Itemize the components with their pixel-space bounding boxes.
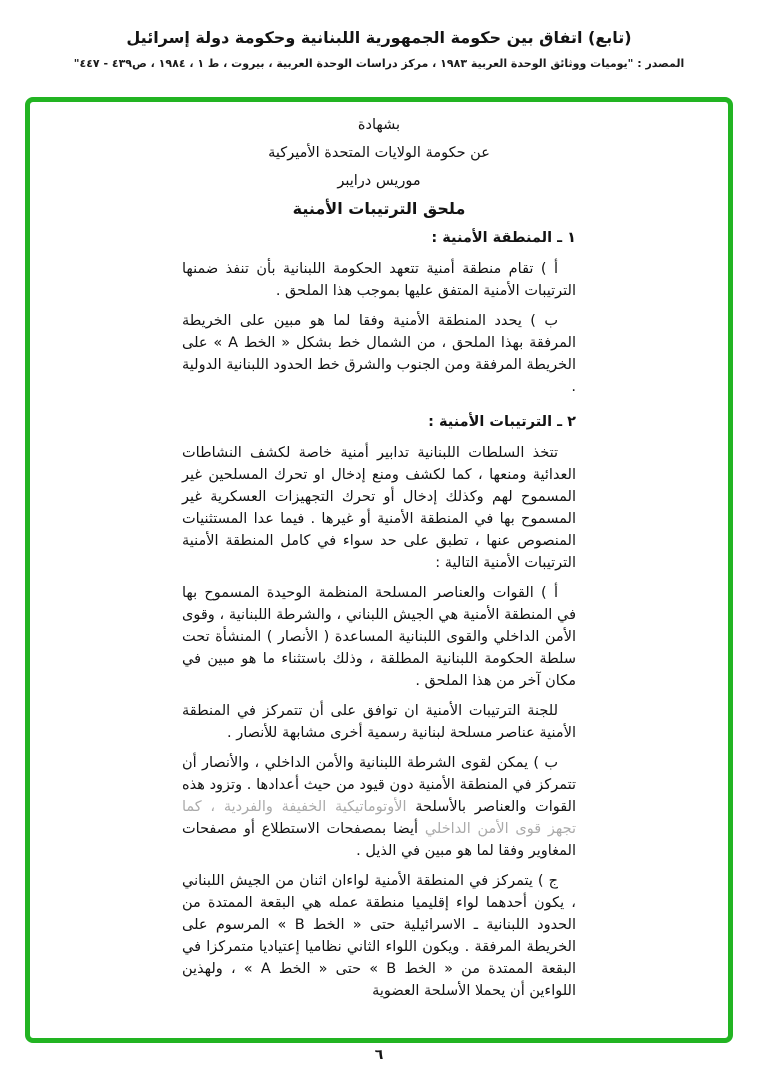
annex-title: ملحق الترتيبات الأمنية [292,199,466,218]
section-1-paragraph-b: ب ) يحدد المنطقة الأمنية وفقا لما هو مبين على الخريطة المرفقة بهذا الملحق ، من الشمال خط بشكل « الخط A » على الخريطة المرفقة ومن الجنوب والشرق خط الحدود اللبنانية الدولية . [182,313,576,395]
section-1-heading: ١ ـ المنطقة الأمنية : [431,230,576,246]
section-2-committee-paragraph: للجنة الترتيبات الأمنية ان توافق على أن تتمركز في المنطقة الأمنية عناصر مسلحة لبنانية رسمية أخرى مشابهة للأنصار . [182,703,576,741]
attestation-line: بشهادة [357,117,401,133]
page-header [0,28,758,70]
page-number: ٦ [374,1047,384,1063]
document-title: (تابع) اتفاق بين حكومة الجمهورية اللبنانية وحكومة دولة إسرائيل [126,28,632,47]
section-2-heading: ٢ ـ الترتيبات الأمنية : [428,414,576,430]
paragraph-b-end: أيضا بمصفحات الاستطلاع أو مصفحات المغاوير وفقا لما هو مبين في الذيل . [182,821,576,859]
section-2-paragraph-b [182,752,576,862]
paragraph-b-faded-print: الأوتوماتيكية الخفيفة والفردية ، كما تجهز قوى الأمن الداخلي [182,799,577,837]
section-1-paragraph-a: أ ) تقام منطقة أمنية تتعهد الحكومة اللبنانية بأن تنفذ ضمنها الترتيبات الأمنية المتفق عليها بموجب هذا الملحق . [182,261,576,299]
section-2-paragraph-a: أ ) القوات والعناصر المسلحة المنظمة الوحيدة المسموح بها في المنطقة الأمنية هي الجيش اللبناني ، والشرطة اللبنانية ، وقوى الأمن الداخلي والقوى اللبنانية المساعدة ( الأنصار ) المنشأة تحت سلطة الحكومة اللبنانية المطلقة ، وذلك باستثناء ما هو مبين في مكان آخر من هذا الملحق . [182,585,576,689]
source-citation-line: المصدر : "يوميات ووثائق الوحدة العربية ١٩٨٣ ، مركز دراسات الوحدة العربية ، بيروت ، ط ١ ، ١٩٨٤ ، ص٤٣٩ - ٤٤٧" [73,57,685,70]
section-2-paragraph-c: ج ) يتمركز في المنطقة الأمنية لواءان اثنان من الجيش اللبناني ، يكون أحدهما لواء إقليميا منطقة عمله هي البقعة الممتدة من الحدود اللبنانية ـ الاسرائيلية حتى « الخط B » المرسوم على الخريطة المرفقة . ويكون اللواء الثاني نظاميا إعتياديا متمركزا في البقعة الممتدة من « الخط B » حتى « الخط A » ، ولهذين اللواءين أن يحملا الأسلحة العضوية [182,873,576,999]
paragraph-b-start: ب ) يمكن لقوى الشرطة اللبنانية والأمن الداخلي ، والأنصار أن تتمركز في المنطقة الأمنية دون قيود من حيث أعدادها . وتزود هذه القوات والعناصر بالأسلحة [182,755,577,815]
witness-name-line: موريس درايبر [337,173,421,189]
document-body [182,114,576,1002]
witnessing-government-line: عن حكومة الولايات المتحدة الأميركية [268,145,490,161]
section-2-intro-paragraph: تتخذ السلطات اللبنانية تدابير أمنية خاصة لكشف النشاطات العدائية ومنعها ، كما لكشف ومنع إدخال او تحرك المسلحين غير المسموح لهم وكذلك إدخال أو تحرك التجهيزات العسكرية غير المسموح بها في المنطقة الأمنية أو غيرها . فيما عدا المستثنيات المنصوص عنها ، تطبق على حد سواء في كامل المنطقة الأمنية الترتيبات الأمنية التالية : [182,445,576,571]
green-content-frame [25,97,733,1043]
